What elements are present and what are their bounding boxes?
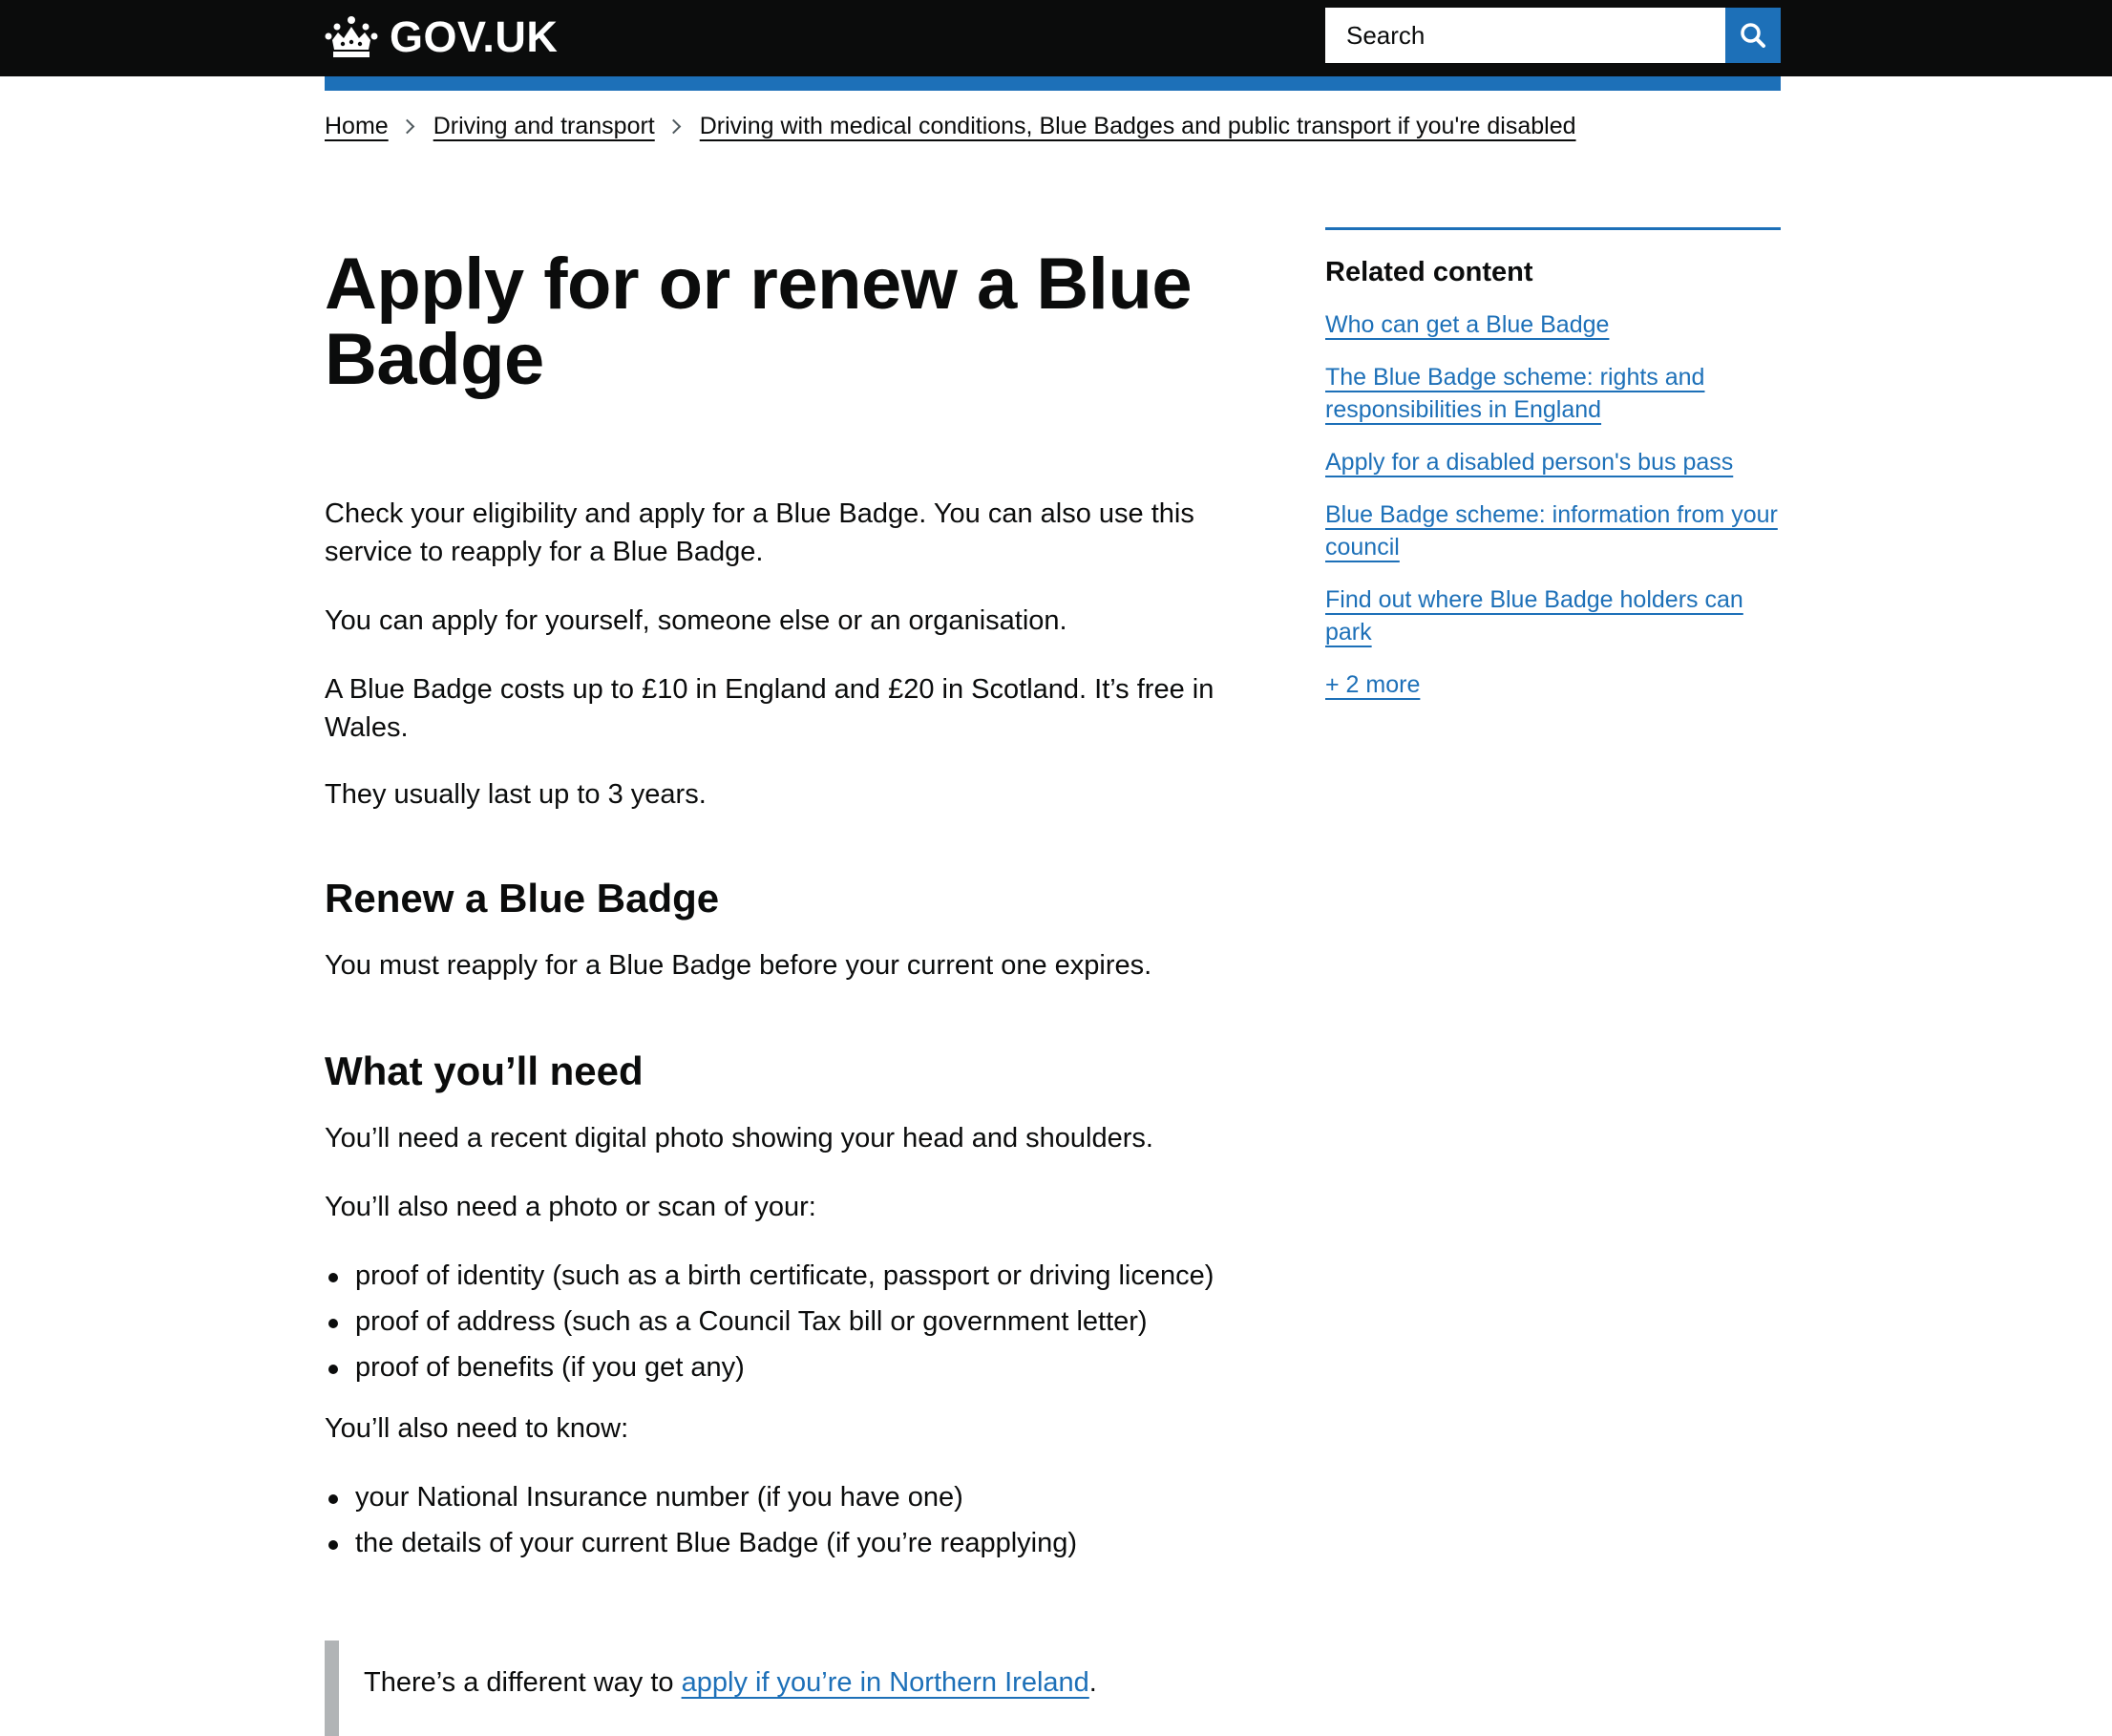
list-item: the details of your current Blue Badge (if you’re reapplying) bbox=[325, 1524, 1241, 1562]
proof-list bbox=[325, 1257, 1241, 1387]
need-paragraph-know: You’ll also need to know: bbox=[325, 1413, 629, 1444]
list-item: proof of benefits (if you get any) bbox=[325, 1348, 1241, 1387]
list-item: proof of address (such as a Council Tax bill or government letter) bbox=[325, 1302, 1241, 1341]
breadcrumb-medical-conditions[interactable]: Driving with medical conditions, Blue Badges and public transport if you're disabled bbox=[699, 113, 1576, 139]
inset-suffix: . bbox=[1088, 1667, 1097, 1698]
renew-paragraph: You must reapply for a Blue Badge before your current one expires. bbox=[325, 950, 1152, 981]
list-item: proof of identity (such as a birth certificate, passport or driving licence) bbox=[325, 1257, 1241, 1295]
northern-ireland-link[interactable]: apply if you’re in Northern Ireland bbox=[681, 1667, 1089, 1698]
logo-text: GOV.UK bbox=[390, 12, 559, 61]
renew-heading: Renew a Blue Badge bbox=[325, 876, 720, 921]
related-link-who-can-get[interactable]: Who can get a Blue Badge bbox=[1325, 311, 1610, 338]
chevron-right-icon bbox=[399, 119, 414, 135]
list-item: your National Insurance number (if you have one) bbox=[325, 1478, 1241, 1516]
intro-paragraph-4: They usually last up to 3 years. bbox=[325, 779, 707, 810]
search-icon bbox=[1739, 21, 1767, 50]
list-item bbox=[1325, 583, 1781, 648]
know-list bbox=[325, 1478, 1241, 1562]
related-content-title: Related content bbox=[1325, 257, 1533, 287]
list-item bbox=[1325, 308, 1781, 341]
chevron-right-icon bbox=[665, 119, 681, 135]
search-input[interactable] bbox=[1325, 8, 1725, 63]
related-link-rights-responsibilities[interactable]: The Blue Badge scheme: rights and responsibilities in England bbox=[1325, 364, 1705, 423]
intro-paragraph-2: You can apply for yourself, someone else or an organisation. bbox=[325, 605, 1067, 636]
search-button[interactable] bbox=[1725, 8, 1781, 63]
related-link-more[interactable]: + 2 more bbox=[1325, 671, 1421, 698]
page-title bbox=[325, 243, 1241, 400]
intro-paragraph-3: A Blue Badge costs up to £10 in England and £20 in Scotland. It’s free in Wales. bbox=[325, 674, 1214, 743]
list-item bbox=[1325, 446, 1781, 478]
page-title-line2: Badge bbox=[325, 319, 544, 400]
breadcrumb bbox=[325, 113, 1576, 140]
need-heading: What you’ll need bbox=[325, 1048, 644, 1093]
list-item bbox=[1325, 668, 1781, 701]
govuk-logo-link[interactable] bbox=[325, 11, 558, 63]
header-blue-bar bbox=[325, 76, 1781, 91]
related-link-bus-pass[interactable]: Apply for a disabled person's bus pass bbox=[1325, 449, 1734, 476]
inset-prefix: There’s a different way to bbox=[364, 1667, 682, 1698]
inset-text bbox=[325, 1641, 1241, 1736]
breadcrumb-home[interactable]: Home bbox=[325, 113, 389, 139]
search-form bbox=[1325, 8, 1781, 63]
intro-paragraph-1: Check your eligibility and apply for a Blue Badge. You can also use this service to reapply for a Blue Badge. bbox=[325, 498, 1194, 567]
main-content bbox=[325, 243, 1241, 1570]
related-link-council-info[interactable]: Blue Badge scheme: information from your council bbox=[1325, 501, 1778, 561]
need-paragraph-photo: You’ll need a recent digital photo showing your head and shoulders. bbox=[325, 1123, 1153, 1154]
related-link-where-to-park[interactable]: Find out where Blue Badge holders can park bbox=[1325, 586, 1743, 646]
site-header bbox=[0, 0, 2112, 76]
page-title-line1: Apply for or renew a Blue bbox=[325, 243, 1193, 325]
related-links bbox=[1325, 308, 1781, 701]
need-paragraph-scan: You’ll also need a photo or scan of your: bbox=[325, 1192, 816, 1222]
list-item bbox=[1325, 361, 1781, 426]
crown-icon bbox=[325, 15, 378, 59]
list-item bbox=[1325, 498, 1781, 563]
breadcrumb-driving-transport[interactable]: Driving and transport bbox=[433, 113, 655, 139]
related-content bbox=[1325, 227, 1781, 721]
